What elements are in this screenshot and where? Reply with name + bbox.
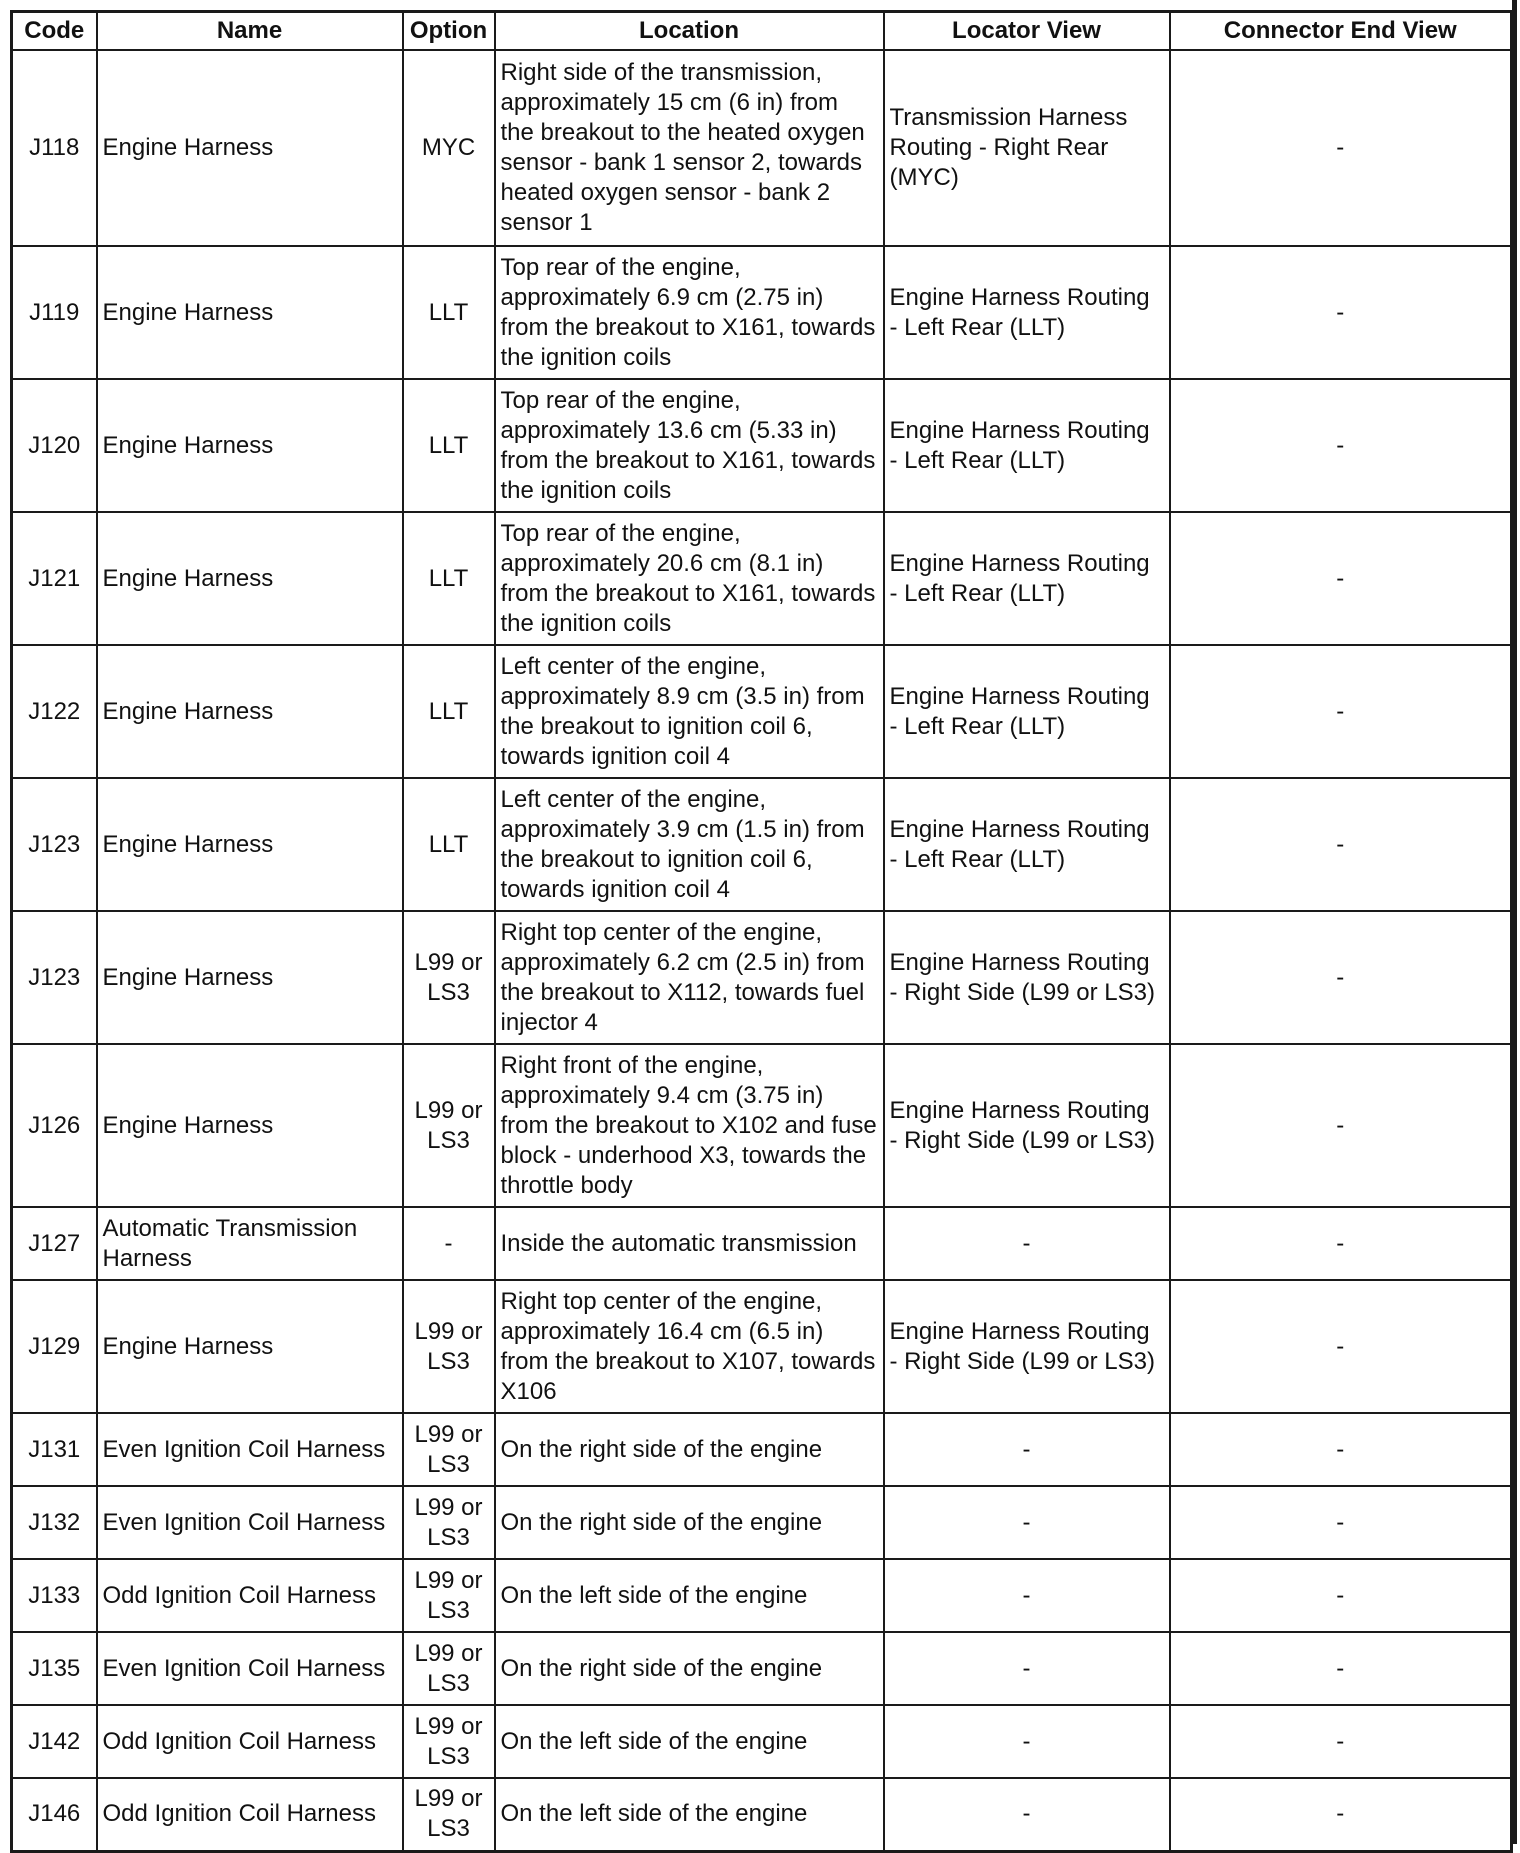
cell-location: Right front of the engine, approximately 9.4 cm (3.75 in) from the breakout to X102 and fuse block - underhood X3, towards the throttle body <box>495 1044 884 1207</box>
table-row <box>12 1413 1512 1486</box>
cell-location: Left center of the engine, approximately 8.9 cm (3.5 in) from the breakout to ignition coil 6, towards ignition coil 4 <box>495 645 884 778</box>
table-row <box>12 1778 1512 1851</box>
cell-location: Inside the automatic transmission <box>495 1207 884 1280</box>
cell-option: LLT <box>403 645 495 778</box>
cell-option: L99 or LS3 <box>403 1413 495 1486</box>
table-row <box>12 1559 1512 1632</box>
cell-name: Engine Harness <box>97 1280 403 1413</box>
cell-location: On the left side of the engine <box>495 1778 884 1851</box>
table-row <box>12 778 1512 911</box>
cell-code: J132 <box>12 1486 97 1559</box>
cell-locator-view: Engine Harness Routing - Left Rear (LLT) <box>884 645 1170 778</box>
cell-location: On the left side of the engine <box>495 1705 884 1778</box>
cell-option: L99 or LS3 <box>403 1486 495 1559</box>
table-row <box>12 1632 1512 1705</box>
cell-name: Engine Harness <box>97 645 403 778</box>
cell-code: J135 <box>12 1632 97 1705</box>
cell-name: Even Ignition Coil Harness <box>97 1632 403 1705</box>
cell-option: L99 or LS3 <box>403 1632 495 1705</box>
cell-option: L99 or LS3 <box>403 1559 495 1632</box>
cell-connector-end-view: - <box>1170 1632 1512 1705</box>
cell-connector-end-view: - <box>1170 1207 1512 1280</box>
cell-option: LLT <box>403 512 495 645</box>
cell-name: Automatic Transmission Harness <box>97 1207 403 1280</box>
cell-name: Engine Harness <box>97 50 403 246</box>
cell-name: Engine Harness <box>97 911 403 1044</box>
cell-option: L99 or LS3 <box>403 1705 495 1778</box>
cell-connector-end-view: - <box>1170 379 1512 512</box>
cell-connector-end-view: - <box>1170 246 1512 379</box>
table-row <box>12 512 1512 645</box>
cell-location: Left center of the engine, approximately 3.9 cm (1.5 in) from the breakout to ignition coil 6, towards ignition coil 4 <box>495 778 884 911</box>
table-row <box>12 1705 1512 1778</box>
header-code: Code <box>12 12 97 51</box>
cell-locator-view: Engine Harness Routing - Right Side (L99 or LS3) <box>884 911 1170 1044</box>
cell-locator-view: - <box>884 1207 1170 1280</box>
cell-locator-view: - <box>884 1413 1170 1486</box>
table-row <box>12 1280 1512 1413</box>
cell-name: Odd Ignition Coil Harness <box>97 1559 403 1632</box>
table-body <box>12 50 1512 1851</box>
header-connector-end-view: Connector End View <box>1170 12 1512 51</box>
cell-code: J123 <box>12 778 97 911</box>
cell-location: Right top center of the engine, approximately 16.4 cm (6.5 in) from the breakout to X107, towards X106 <box>495 1280 884 1413</box>
table-row <box>12 379 1512 512</box>
cell-location: On the left side of the engine <box>495 1559 884 1632</box>
cell-connector-end-view: - <box>1170 911 1512 1044</box>
cell-code: J127 <box>12 1207 97 1280</box>
cell-code: J123 <box>12 911 97 1044</box>
cell-connector-end-view: - <box>1170 1559 1512 1632</box>
cell-name: Engine Harness <box>97 246 403 379</box>
cell-connector-end-view: - <box>1170 50 1512 246</box>
cell-location: On the right side of the engine <box>495 1486 884 1559</box>
header-location: Location <box>495 12 884 51</box>
cell-locator-view: Engine Harness Routing - Left Rear (LLT) <box>884 379 1170 512</box>
cell-code: J129 <box>12 1280 97 1413</box>
cell-location: Right side of the transmission, approximately 15 cm (6 in) from the breakout to the heated oxygen sensor - bank 1 sensor 2, towards heated oxygen sensor - bank 2 sensor 1 <box>495 50 884 246</box>
cell-name: Odd Ignition Coil Harness <box>97 1778 403 1851</box>
cell-name: Even Ignition Coil Harness <box>97 1413 403 1486</box>
cell-location: Top rear of the engine, approximately 6.9 cm (2.75 in) from the breakout to X161, towards the ignition coils <box>495 246 884 379</box>
cell-location: On the right side of the engine <box>495 1632 884 1705</box>
cell-location: Top rear of the engine, approximately 20.6 cm (8.1 in) from the breakout to X161, towards the ignition coils <box>495 512 884 645</box>
cell-locator-view: Engine Harness Routing - Left Rear (LLT) <box>884 246 1170 379</box>
cell-locator-view: - <box>884 1778 1170 1851</box>
cell-code: J118 <box>12 50 97 246</box>
cell-name: Engine Harness <box>97 512 403 645</box>
table-row <box>12 645 1512 778</box>
cell-connector-end-view: - <box>1170 1778 1512 1851</box>
cell-code: J119 <box>12 246 97 379</box>
cell-locator-view: - <box>884 1486 1170 1559</box>
cell-connector-end-view: - <box>1170 1044 1512 1207</box>
cell-name: Odd Ignition Coil Harness <box>97 1705 403 1778</box>
header-name: Name <box>97 12 403 51</box>
cell-locator-view: - <box>884 1632 1170 1705</box>
cell-option: LLT <box>403 246 495 379</box>
cell-locator-view: - <box>884 1559 1170 1632</box>
cell-name: Engine Harness <box>97 379 403 512</box>
cell-name: Even Ignition Coil Harness <box>97 1486 403 1559</box>
cell-location: Right top center of the engine, approximately 6.2 cm (2.5 in) from the breakout to X112, towards fuel injector 4 <box>495 911 884 1044</box>
cell-locator-view: Engine Harness Routing - Right Side (L99 or LS3) <box>884 1044 1170 1207</box>
table-row <box>12 1486 1512 1559</box>
table-row <box>12 246 1512 379</box>
cell-code: J126 <box>12 1044 97 1207</box>
cell-option: MYC <box>403 50 495 246</box>
cell-code: J133 <box>12 1559 97 1632</box>
cell-option: L99 or LS3 <box>403 911 495 1044</box>
cell-location: On the right side of the engine <box>495 1413 884 1486</box>
cell-code: J146 <box>12 1778 97 1851</box>
cell-location: Top rear of the engine, approximately 13.6 cm (5.33 in) from the breakout to X161, towards the ignition coils <box>495 379 884 512</box>
table-row <box>12 1207 1512 1280</box>
header-option: Option <box>403 12 495 51</box>
cell-connector-end-view: - <box>1170 1413 1512 1486</box>
cell-option: L99 or LS3 <box>403 1044 495 1207</box>
cell-code: J122 <box>12 645 97 778</box>
connector-table <box>10 10 1513 1853</box>
page-right-edge-rule <box>1512 0 1517 1844</box>
cell-option: - <box>403 1207 495 1280</box>
cell-code: J131 <box>12 1413 97 1486</box>
cell-connector-end-view: - <box>1170 1280 1512 1413</box>
cell-name: Engine Harness <box>97 1044 403 1207</box>
table-row <box>12 911 1512 1044</box>
cell-name: Engine Harness <box>97 778 403 911</box>
cell-locator-view: Engine Harness Routing - Left Rear (LLT) <box>884 512 1170 645</box>
cell-code: J142 <box>12 1705 97 1778</box>
cell-connector-end-view: - <box>1170 512 1512 645</box>
cell-option: LLT <box>403 379 495 512</box>
table-row <box>12 1044 1512 1207</box>
cell-option: LLT <box>403 778 495 911</box>
table-row <box>12 50 1512 246</box>
cell-connector-end-view: - <box>1170 1486 1512 1559</box>
cell-locator-view: Engine Harness Routing - Left Rear (LLT) <box>884 778 1170 911</box>
cell-option: L99 or LS3 <box>403 1280 495 1413</box>
table-header <box>12 12 1512 51</box>
cell-connector-end-view: - <box>1170 645 1512 778</box>
cell-option: L99 or LS3 <box>403 1778 495 1851</box>
header-row <box>12 12 1512 51</box>
cell-locator-view: Transmission Harness Routing - Right Rear (MYC) <box>884 50 1170 246</box>
header-locator-view: Locator View <box>884 12 1170 51</box>
cell-connector-end-view: - <box>1170 1705 1512 1778</box>
cell-locator-view: - <box>884 1705 1170 1778</box>
cell-code: J121 <box>12 512 97 645</box>
cell-connector-end-view: - <box>1170 778 1512 911</box>
cell-code: J120 <box>12 379 97 512</box>
cell-locator-view: Engine Harness Routing - Right Side (L99 or LS3) <box>884 1280 1170 1413</box>
